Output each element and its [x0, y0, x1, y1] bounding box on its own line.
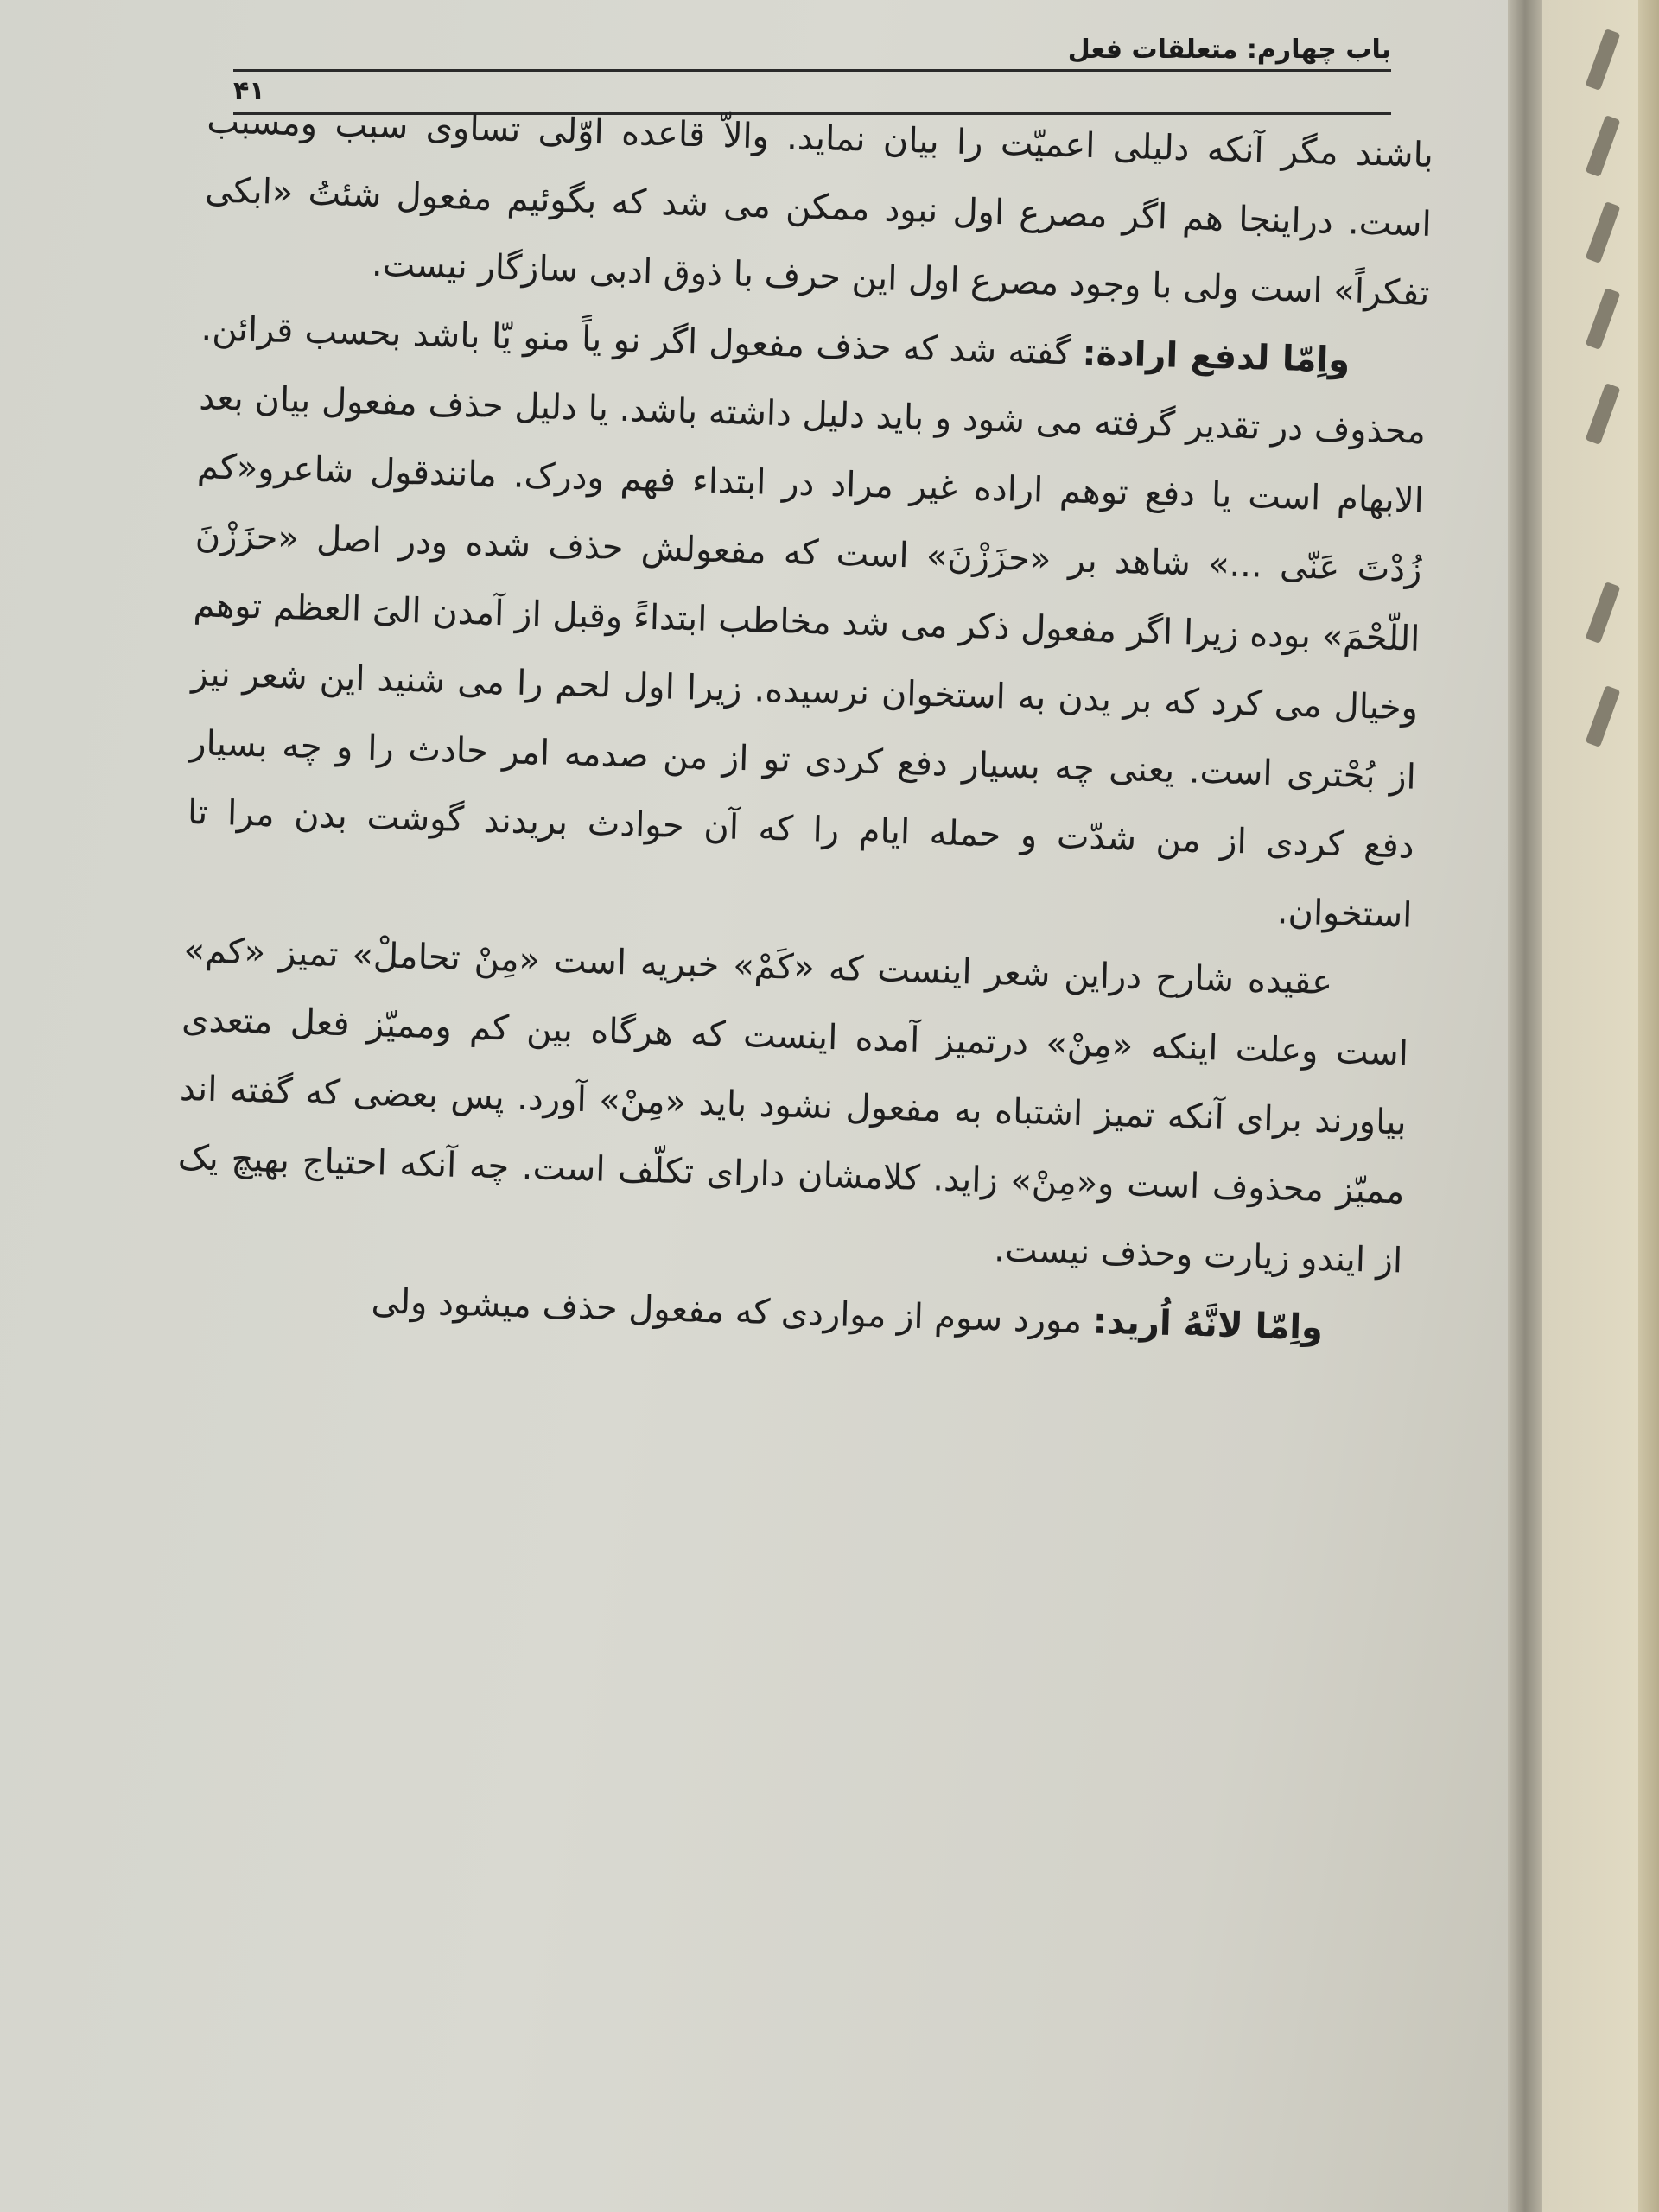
- paragraph-1-text: باشند مگر آنکه دلیلی اعمیّت را بیان نماید. والاّ قاعده اوّلی تساوی سبب ومسبب است. دراینجا هم اگر مصرع اول نبود ممکن می شد که بگوئیم مفعول شئتُ «ابکی تفکراً» است ولی با وجود مصرع اول این حرف با ذوق ادبی سازگار نیست.: [204, 101, 1434, 314]
- facing-page-text-fragment: [1586, 29, 1621, 91]
- header-rule-top: [233, 69, 1391, 72]
- chapter-title: باب چهارم: متعلقات فعل: [1067, 35, 1391, 65]
- paragraph-4-lead: واِمّا لانَّهُ اُرید:: [1092, 1301, 1324, 1348]
- facing-page-edge-shadow: [1638, 0, 1659, 2212]
- facing-page-text-fragment: [1586, 685, 1621, 747]
- paragraph-2-text: گفته شد که حذف مفعول اگر نو یاً منو یّا باشد بحسب قرائن. محذوف در تقدیر گرفته می شود و باید دلیل داشته باشد. یا دلیل حذف مفعول بیان بعد الابهام است یا دفع توهم اراده غیر مراد در ابتداء فهم ودرک. مانندقول شاعرو«کم زُدْتَ عَنّی ...» شاهد بر «حزَزْنَ» است که مفعولش حذف شده ودر اصل «حزَزْنَ اللّحْمَ» بوده زیرا اگر مفعول ذکر می شد مخاطب ابتداءً وقبل از آمدن الیَ العظم توهم وخیال می کرد که بر یدن به استخوان نرسیده. زیرا اول لحم را می شنید این شعر نیز از بُحْتری است. یعنی چه بسیار دفع کردی تو از من صدمه امر حادث را و چه بسیار دفع کردی از من شدّت و حمله ایام را که آن حوادث بریدند گوشت بدن مرا تا استخوان.: [187, 308, 1427, 936]
- paragraph-1: [202, 86, 1434, 328]
- body-text: [173, 86, 1434, 1364]
- facing-page-edge: [1542, 0, 1659, 2212]
- paragraph-4-text: مورد سوم از مواردی که مفعول حذف میشود ولی: [371, 1281, 1094, 1342]
- page-number: ۴۱: [233, 76, 265, 106]
- paragraph-3-text: عقیده شارح دراین شعر اینست که «کَمْ» خبریه است «مِنْ تحاملْ» تمیز «کم» است وعلت اینکه «مِنْ» درتمیز آمده اینست که هرگاه بین کم وممیّز فعل متعدی بیاورند برای آنکه تمیز اشتباه به مفعول نشود باید «مِنْ» آورد. پس بعضی که گفته اند ممیّز محذوف است و«مِنْ» زاید. کلامشان دارای تکلّف است. چه آنکه احتیاج بهیچ یک از ایندو زیارت وحذف نیست.: [177, 930, 1409, 1281]
- facing-page-text-fragment: [1586, 201, 1621, 264]
- facing-page-text-fragment: [1586, 288, 1621, 350]
- book-gutter: [1508, 0, 1542, 2212]
- paragraph-3: [175, 916, 1412, 1295]
- facing-page-text-fragment: [1586, 582, 1621, 644]
- facing-page-text-fragment: [1586, 115, 1621, 177]
- facing-page-text-fragment: [1586, 383, 1621, 445]
- paragraph-2: [185, 294, 1429, 950]
- paragraph-2-lead: واِمّا لدفع ارادة:: [1081, 333, 1351, 381]
